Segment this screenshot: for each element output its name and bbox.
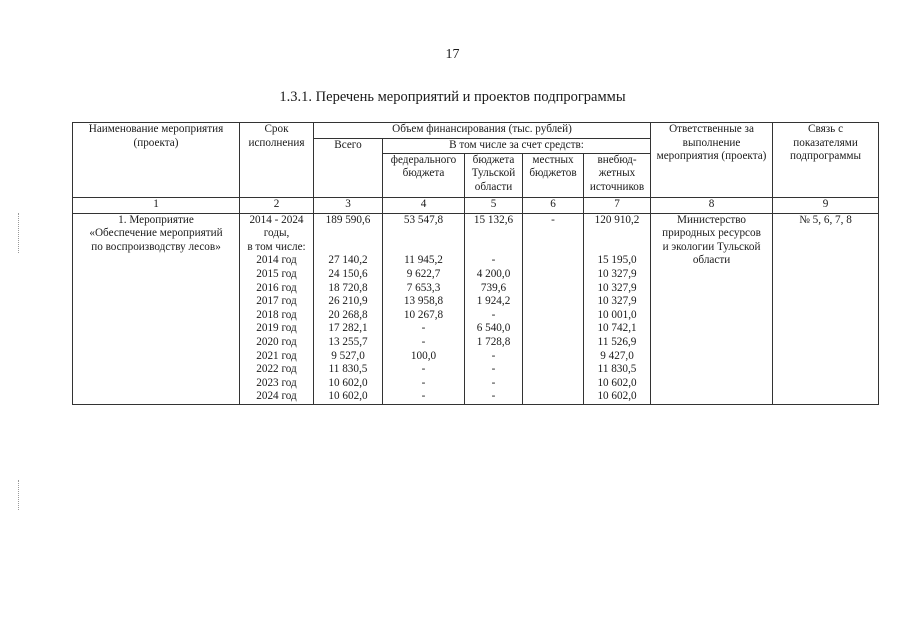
cell-line: 10 602,0 (597, 390, 637, 403)
header-offbudget: внебюд-жетных источников (584, 153, 651, 197)
cell-line (525, 241, 581, 255)
cell-line: 2018 год (256, 308, 297, 321)
cell-line: 20 268,8 (328, 308, 368, 321)
cell-line (525, 254, 581, 268)
cell-line: 9 427,0 (600, 349, 634, 362)
header-link: Связь с показателями подпрограммы (773, 123, 879, 198)
header-term: Срок исполнения (240, 123, 314, 198)
header-funding: Объем финансирования (тыс. рублей) (314, 123, 651, 139)
cell-line: 2023 год (256, 376, 297, 389)
cell-line (525, 350, 581, 364)
header-local: местных бюджетов (523, 153, 584, 197)
cell-line: 15 195,0 (597, 254, 637, 267)
cell-line: 6 540,0 (476, 322, 511, 335)
column-number: 5 (465, 197, 523, 213)
cell-line: 11 830,5 (328, 363, 368, 376)
cell-line: - (421, 363, 426, 376)
table-row (73, 213, 879, 404)
cell-line: по воспроизводству лесов» (91, 240, 221, 253)
cell-line (525, 227, 581, 241)
cell-line: - (491, 363, 496, 376)
cell-line: 26 210,9 (328, 295, 368, 308)
column-number: 9 (773, 197, 879, 213)
cell-line: 9 527,0 (331, 349, 365, 362)
cell-line (385, 227, 462, 241)
cell-line (586, 241, 648, 255)
cell-line: 120 910,2 (594, 213, 640, 226)
activity-name-cell (73, 213, 240, 404)
cell-line: 2017 год (256, 295, 297, 308)
header-responsible: Ответственные за выполнение мероприятия (проекта) (651, 123, 773, 198)
cell-line: 7 653,3 (406, 281, 441, 294)
cell-line: 11 945,2 (404, 254, 443, 267)
cell-line: 10 602,0 (328, 390, 368, 403)
column-number: 3 (314, 197, 383, 213)
cell-line (525, 363, 581, 377)
column-number: 4 (383, 197, 465, 213)
cell-line (467, 241, 520, 255)
responsible-cell (651, 213, 773, 404)
cell-line (586, 227, 648, 241)
cell-line: - (491, 308, 496, 321)
cell-line: 2020 год (256, 335, 297, 348)
cell-line: 10 267,8 (403, 308, 444, 321)
cell-line: 27 140,2 (328, 254, 368, 267)
cell-line: 2015 год (256, 267, 297, 280)
cell-line: 2014 - 2024 (249, 213, 304, 226)
cell-line: 10 001,0 (597, 308, 637, 321)
cell-line: 739,6 (480, 281, 507, 294)
cell-line: в том числе: (247, 240, 306, 253)
cell-line: 2021 год (256, 349, 297, 362)
cell-line (316, 227, 380, 241)
cell-line: Министерство (677, 213, 747, 226)
header-total: Всего (314, 139, 383, 198)
cell-line: 10 742,1 (597, 322, 637, 335)
cell-line: - (421, 376, 426, 389)
cell-line: 15 132,6 (473, 213, 514, 226)
header-federal: федерального бюджета (383, 153, 465, 197)
header-regional: бюджета Тульской области (465, 153, 523, 197)
cell-line: области (692, 254, 731, 267)
link-cell: № 5, 6, 7, 8 (773, 213, 879, 404)
cell-line (316, 241, 380, 255)
cell-line (525, 377, 581, 391)
cell-line: 1 728,8 (476, 335, 511, 348)
cell-line: - (421, 322, 426, 335)
column-numbers-row (73, 197, 879, 213)
cell-line: - (421, 335, 426, 348)
scan-mark (18, 213, 20, 253)
cell-line: 24 150,6 (328, 267, 368, 280)
cell-line: - (491, 390, 496, 403)
cell-line: 11 526,9 (597, 335, 637, 348)
cell-line: 10 327,9 (597, 281, 637, 294)
scan-mark (18, 480, 20, 510)
cell-line: 10 602,0 (597, 376, 637, 389)
header-including: В том числе за счет средств: (383, 139, 651, 154)
cell-line: 13 255,7 (328, 335, 368, 348)
offbudget-cell (584, 213, 651, 404)
federal-cell (383, 213, 465, 404)
cell-line: 1. Мероприятие (118, 213, 194, 226)
cell-line (385, 241, 462, 255)
cell-line: 10 327,9 (597, 295, 637, 308)
cell-line: 9 622,7 (406, 267, 441, 280)
cell-line: 4 200,0 (476, 267, 511, 280)
cell-line: 189 590,6 (325, 213, 371, 226)
page-number: 17 (445, 47, 460, 62)
cell-line: 13 958,8 (403, 295, 444, 308)
section-title: 1.3.1. Перечень мероприятий и проектов подпрограммы (279, 89, 626, 105)
cell-line: и экологии Тульской (662, 240, 761, 253)
cell-line: 10 327,9 (597, 267, 637, 280)
total-cell (314, 213, 383, 404)
column-number: 2 (240, 197, 314, 213)
cell-line: - (421, 390, 426, 403)
cell-line: «Обеспечение мероприятий (89, 227, 223, 240)
cell-line: - (491, 254, 496, 267)
cell-line (525, 282, 581, 296)
cell-line (525, 309, 581, 323)
cell-line: 2024 год (256, 390, 297, 403)
header-name: Наименование мероприятия (проекта) (73, 123, 240, 198)
cell-line: 2016 год (256, 281, 297, 294)
cell-line: годы, (263, 227, 290, 240)
cell-line (525, 336, 581, 350)
cell-line: 2014 год (256, 254, 297, 267)
cell-line: - (491, 349, 496, 362)
cell-line: - (491, 376, 496, 389)
cell-line: 2019 год (256, 322, 297, 335)
cell-line: 11 830,5 (597, 363, 637, 376)
cell-line (525, 268, 581, 282)
cell-line: 17 282,1 (328, 322, 368, 335)
cell-line: 18 720,8 (328, 281, 368, 294)
column-number: 1 (73, 197, 240, 213)
cell-line: 2022 год (256, 363, 297, 376)
term-cell (240, 213, 314, 404)
cell-line: 1 924,2 (476, 295, 511, 308)
column-number: 7 (584, 197, 651, 213)
cell-line: 53 547,8 (403, 213, 444, 226)
cell-line (525, 322, 581, 336)
cell-line: - (551, 213, 555, 226)
cell-line: 10 602,0 (328, 376, 368, 389)
cell-line: природных ресурсов (662, 227, 761, 240)
activities-table (72, 122, 879, 405)
cell-line: 100,0 (410, 349, 437, 362)
local-cell (523, 213, 584, 404)
column-number: 8 (651, 197, 773, 213)
cell-line (525, 390, 581, 404)
cell-line (525, 295, 581, 309)
column-number: 6 (523, 197, 584, 213)
cell-line (467, 227, 520, 241)
regional-cell (465, 213, 523, 404)
